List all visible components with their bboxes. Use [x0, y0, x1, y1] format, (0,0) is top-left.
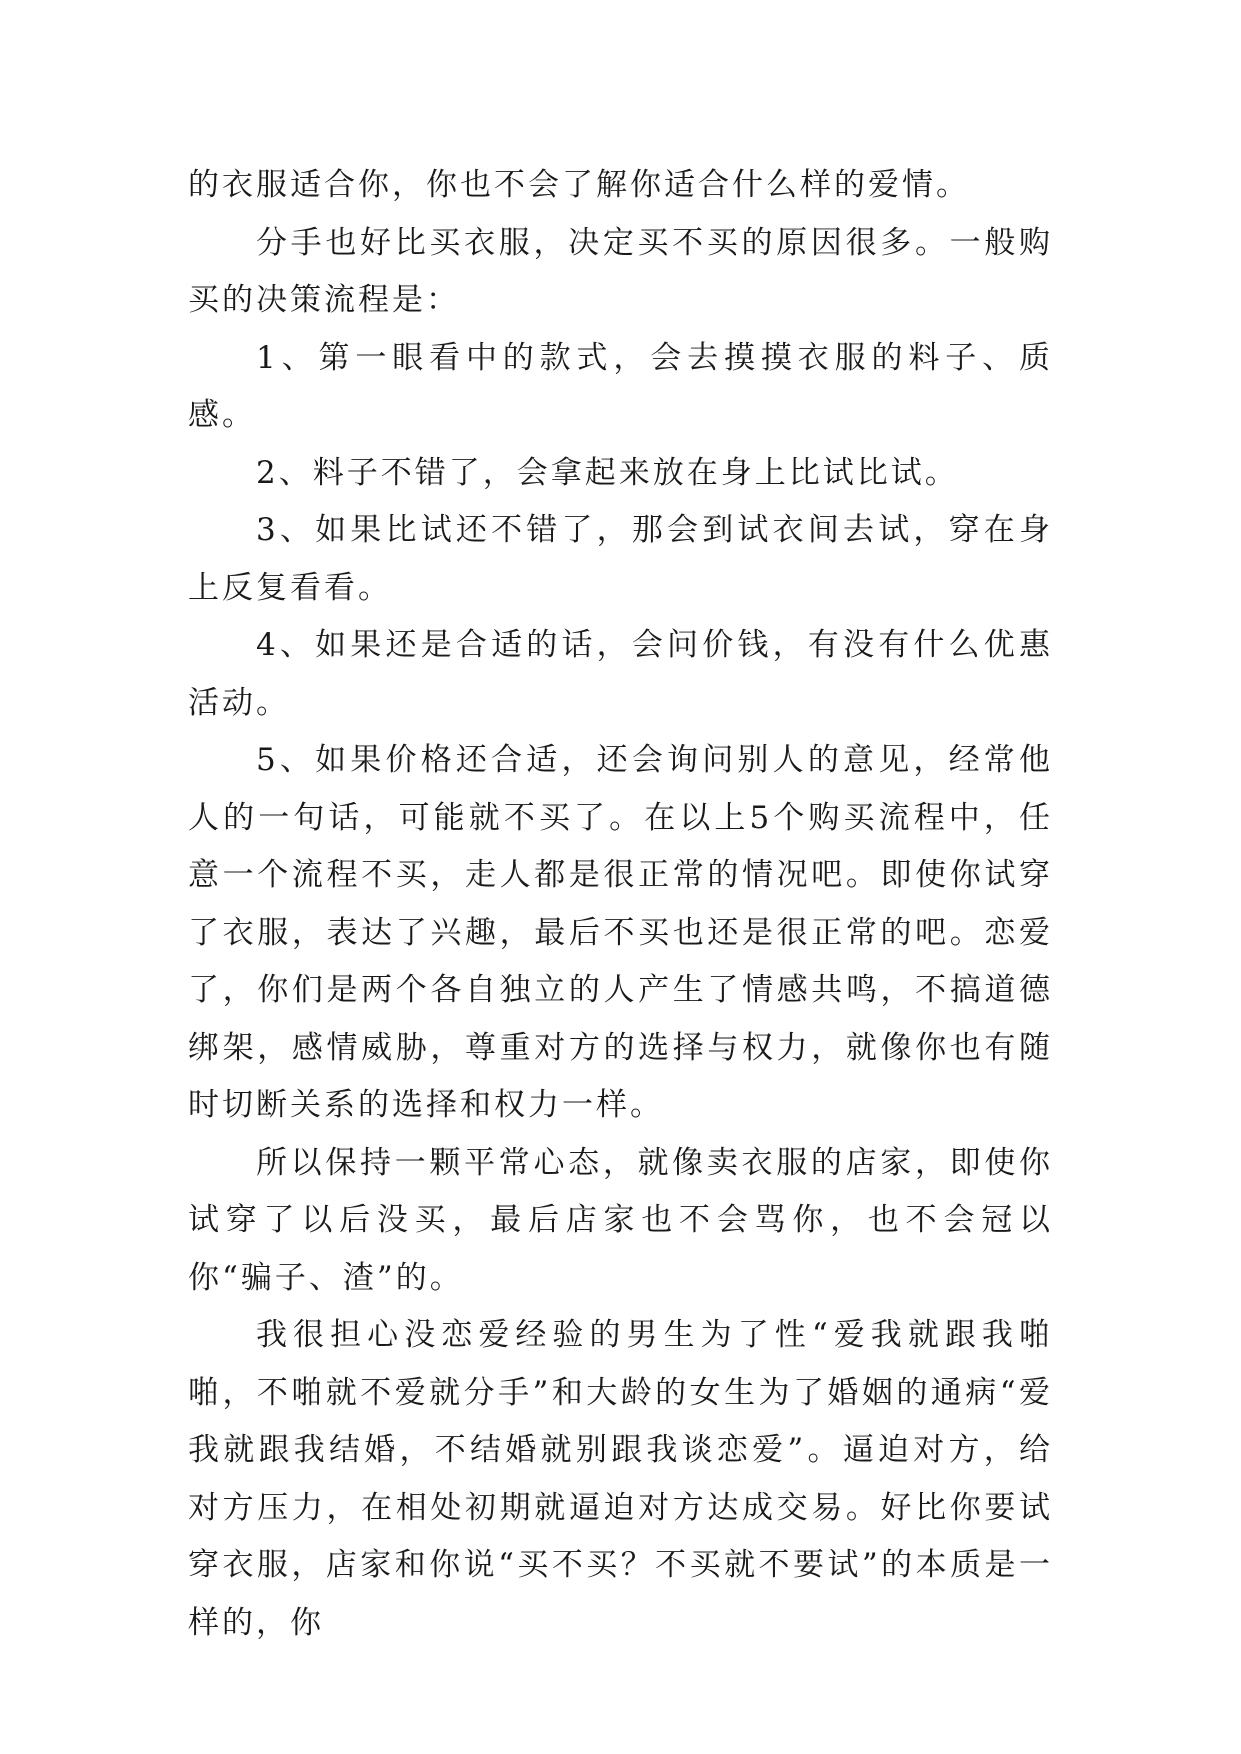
- list-item-2: 2、料子不错了，会拿起来放在身上比试比试。: [256, 454, 959, 491]
- paragraph-3: 所以保持一颗平常心态，就像卖衣服的店家，即使你试穿了以后没买，最后店家也不会骂你，也不会冠以你“骗子、渣”的。: [188, 1144, 1053, 1296]
- paragraph-2: 分手也好比买衣服，决定买不买的原因很多。一般购买的决策流程是：: [188, 224, 1053, 318]
- list-item-1: 1、第一眼看中的款式，会去摸摸衣服的料子、质感。: [188, 339, 1053, 433]
- list-item-3: 3、如果比试还不错了，那会到试衣间去试，穿在身上反复看看。: [188, 512, 1053, 606]
- list-item-5: 5、如果价格还合适，还会询问别人的意见，经常他人的一句话，可能就不买了。在以上5个购买流程中，任意一个流程不买，走人都是很正常的情况吧。即使你试穿了衣服，表达了兴趣，最后不买也还是很正常的吧。恋爱了，你们是两个各自独立的人产生了情感共鸣，不搞道德绑架，感情威胁，尊重对方的选择与权力，就像你也有随时切断关系的选择和权力一样。: [188, 742, 1053, 1123]
- list-item-4: 4、如果还是合适的话，会问价钱，有没有什么优惠活动。: [188, 627, 1053, 721]
- body-text: [188, 157, 1053, 1652]
- paragraph-1: 的衣服适合你，你也不会了解你适合什么样的爱情。: [188, 167, 970, 203]
- paragraph-4: 我很担心没恋爱经验的男生为了性“爱我就跟我啪啪，不啪就不爱就分手”和大龄的女生为了婚姻的通病“爱我就跟我结婚，不结婚就别跟我谈恋爱”。逼迫对方，给对方压力，在相处初期就逼迫对方达成交易。好比你要试穿衣服，店家和你说“买不买？不买就不要试”的本质是一样的，你: [188, 1317, 1053, 1641]
